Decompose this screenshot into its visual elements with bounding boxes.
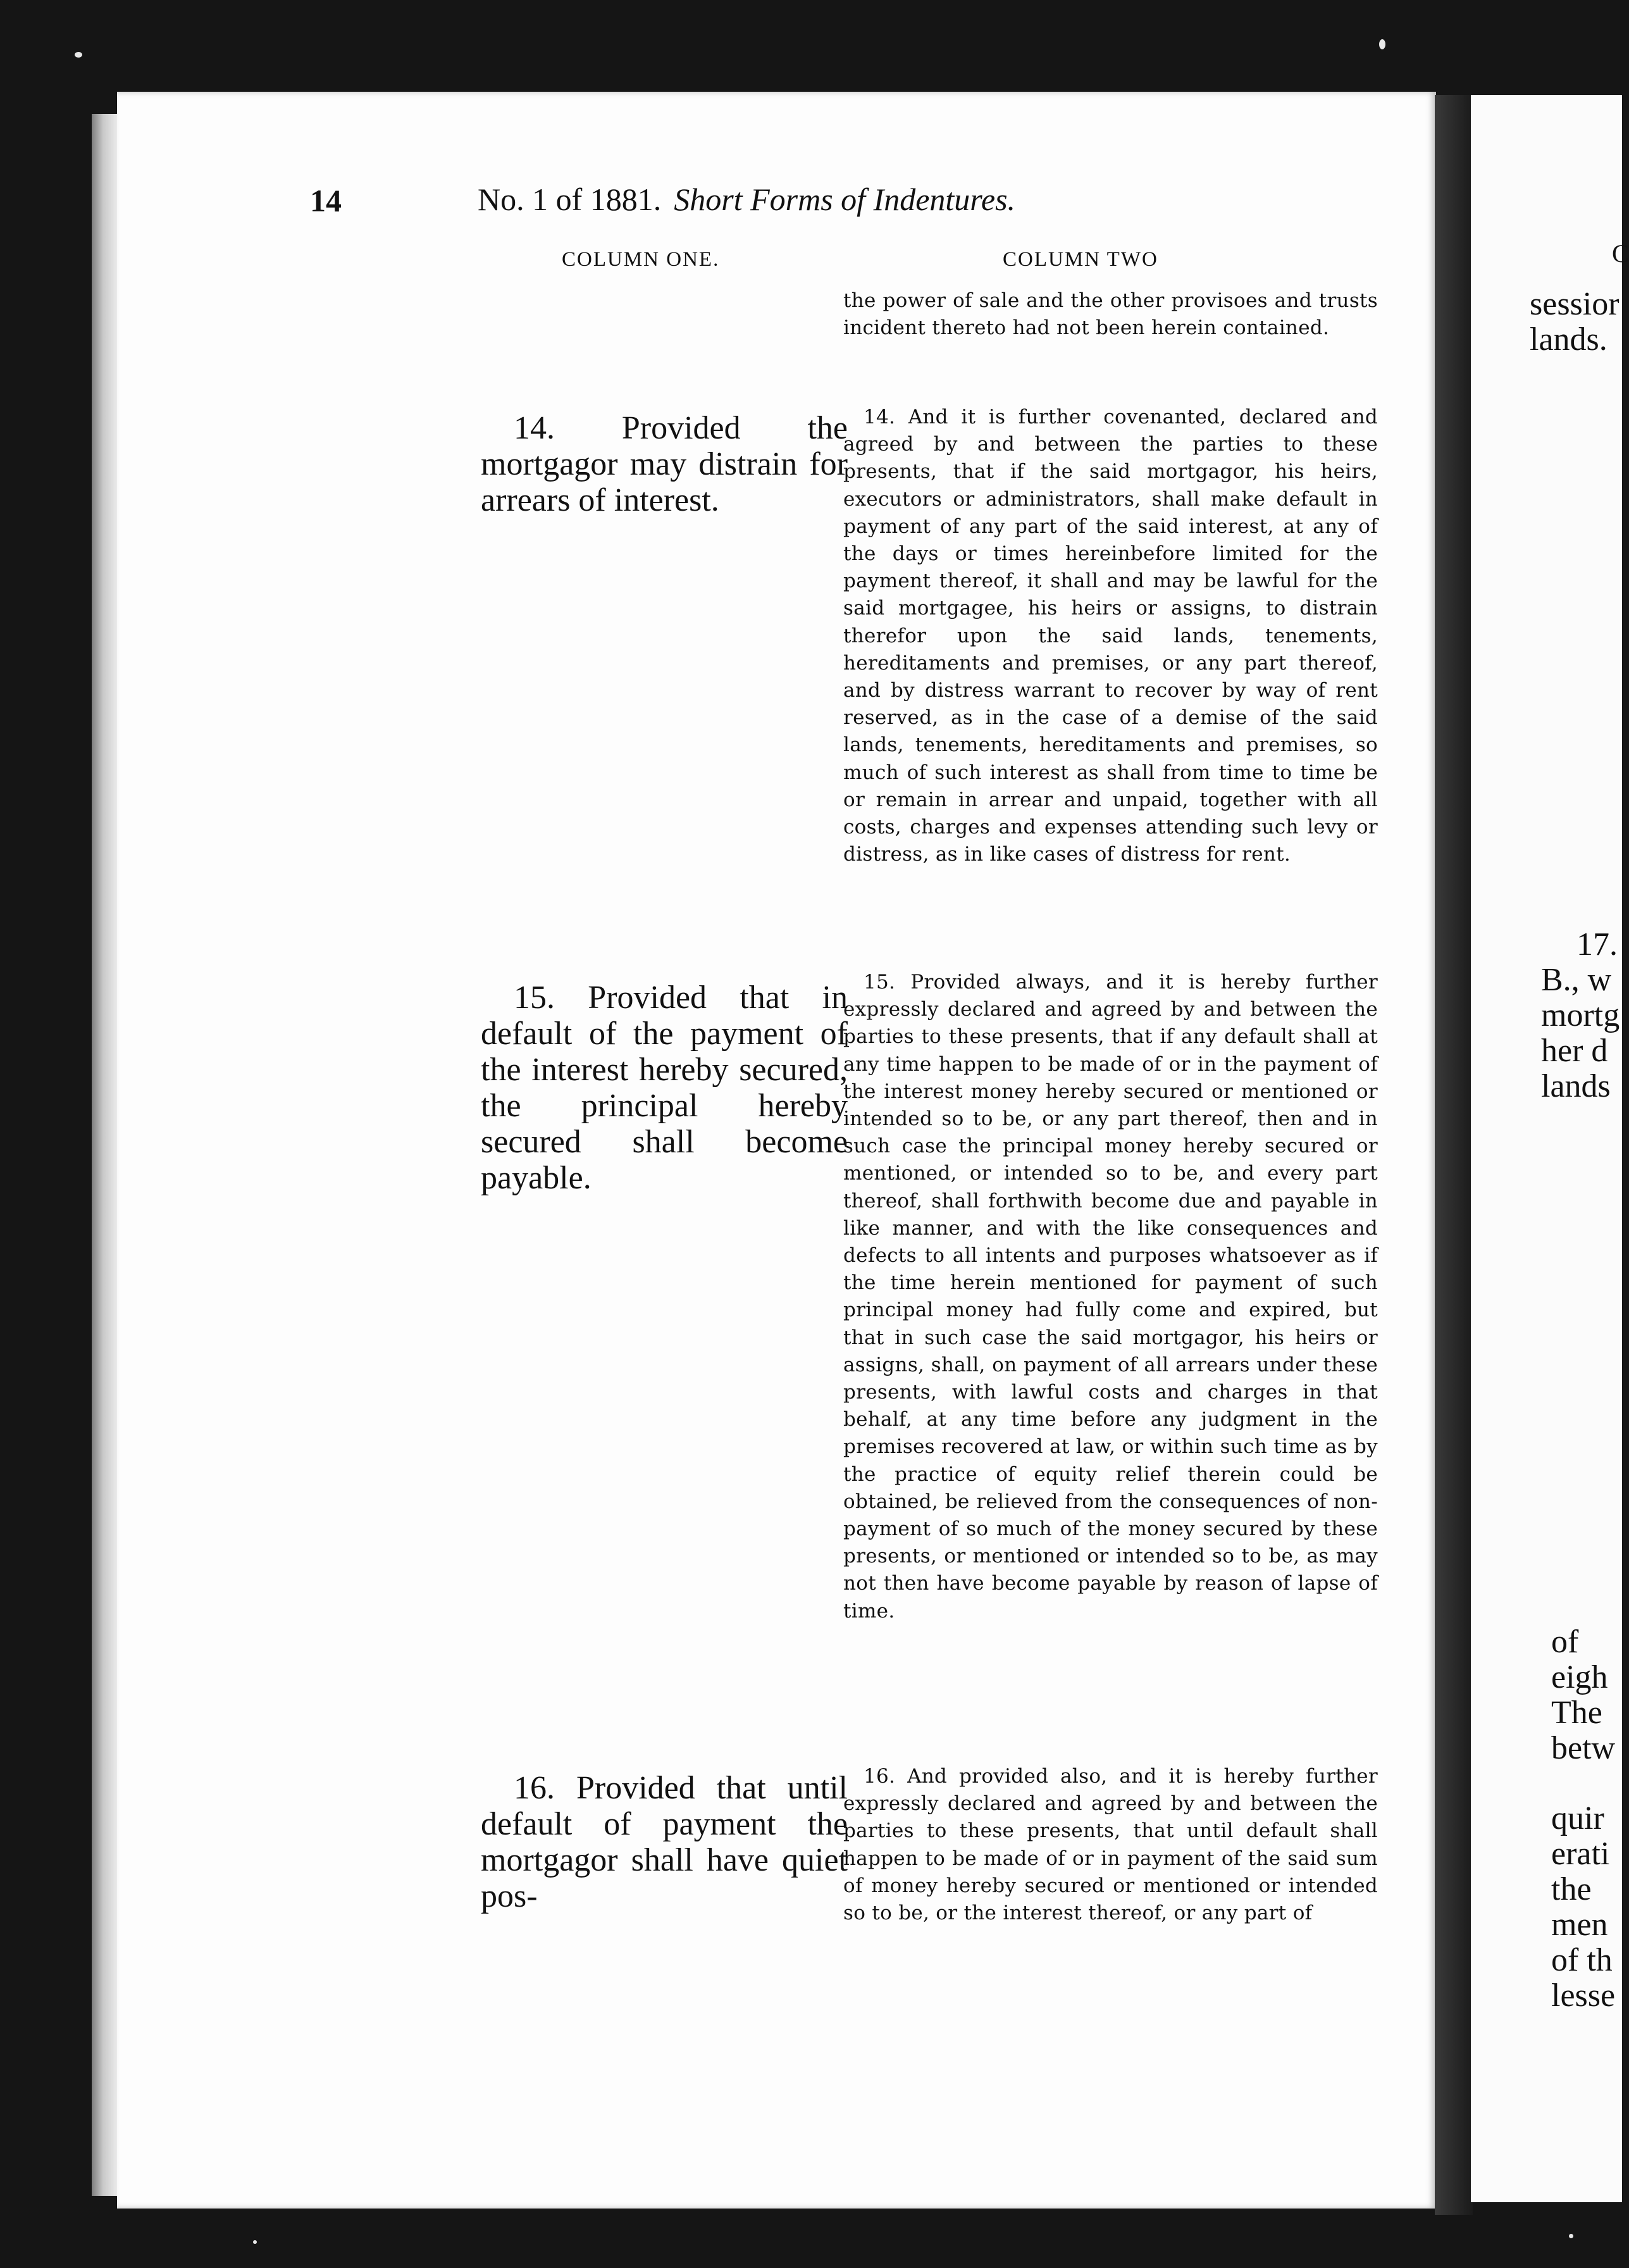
column-one-heading: COLUMN ONE.: [562, 248, 720, 271]
adjacent-page-text: C: [1612, 239, 1629, 268]
right-section-14: [843, 404, 1378, 868]
adjacent-page-text: men: [1551, 1907, 1608, 1943]
left-section-15: [481, 980, 848, 1196]
adjacent-page-text: of: [1551, 1624, 1579, 1660]
page-gutter: [1435, 95, 1473, 2215]
column-two-heading: COLUMN TWO: [1003, 248, 1158, 271]
book-title: Short Forms of Indentures.: [674, 182, 1016, 217]
adjacent-page-text: B., w: [1541, 962, 1612, 998]
adjacent-page-text: quir: [1551, 1800, 1604, 1836]
adjacent-page-text: lesse: [1551, 1978, 1616, 2014]
left-section-15-text: 15. Provided that in default of the payment of the interest hereby secured, the principal hereby secured shall become payable.: [481, 980, 848, 1196]
scan-speck: [75, 52, 82, 58]
adjacent-page-text: sessior: [1530, 286, 1620, 322]
left-section-16-text: 16. Provided that until default of payment the mortgagor shall have quiet pos-: [481, 1770, 848, 1914]
right-section-15-text: 15. Provided always, and it is hereby further expressly declared and agreed by and between the parties to these presents, that if any default shall at any time happen to be made of or in the payment of the interest money hereby secured or mentioned or intended so to be, or any part thereof, then and in such case the principal money hereby secured or mentioned, or intended so to be, and every part thereof, shall forthwith become due and payable in like manner, and with the like consequences and defects to all intents and purposes whatsoever as if the time herein mentioned for payment of such principal money had fully come and expired, but that in such case the said mortgagor, his heirs or assigns, shall, on payment of all arrears under these presents, with lawful costs and charges in that behalf, at any time before any judgment in the premises recovered at law, or within such time as by the practice of equity relief therein could be obtained, be relieved from the consequences of non-payment of so much of the money secured by these presents, or mentioned or intended so to be, as may not then have become payable by reason of lapse of time.: [843, 971, 1378, 1623]
adjacent-page-text: 17.: [1576, 926, 1618, 963]
right-section-15: [843, 969, 1378, 1625]
left-section-14: [481, 410, 848, 518]
page-number: 14: [310, 183, 342, 218]
scan-speck: [1379, 39, 1385, 49]
adjacent-page-text: lands.: [1530, 321, 1607, 358]
adjacent-page-text: mortg: [1541, 997, 1620, 1033]
adjacent-page-text: eigh: [1551, 1659, 1608, 1695]
right-section-16: [843, 1763, 1378, 1927]
scan-speck: [1569, 2234, 1573, 2238]
page-edge-strip: [92, 114, 120, 2196]
adjacent-page-text: of th: [1551, 1942, 1613, 1978]
adjacent-page-text: The: [1551, 1695, 1602, 1731]
left-section-14-text: 14. Provided the mortgagor may distrain for arrears of interest.: [481, 410, 848, 518]
right-section-14-text: 14. And it is further covenanted, declared and agreed by and between the parties to these presents, that if the said mortgagor, his heirs, executors or administrators, shall make default in payment of any part of the said interest, at any of the days or times hereinbefore limited for the payment thereof, it shall and may be lawful for the said mortgagee, his heirs or assigns, to distrain therefor upon the said lands, tenements, hereditaments and premises, or any part thereof, and by distress warrant to recover by way of rent reserved, as in the case of a demise of the said lands, tenements, hereditaments and premises, so much of such interest as shall from time to time be or remain in arrear and unpaid, together with all costs, charges and expenses attending such levy or distress, as in like cases of distress for rent.: [843, 406, 1378, 866]
adjacent-page-text: her d: [1541, 1033, 1608, 1069]
adjacent-page: [1471, 95, 1622, 2202]
scan-speck: [253, 2240, 257, 2244]
adjacent-page-text: the: [1551, 1871, 1592, 1907]
left-section-16: [481, 1770, 848, 1914]
right-section-16-text: 16. And provided also, and it is hereby further expressly declared and agreed by and between the parties to these presents, that until default shall happen to be made of or in payment of the said sum of money hereby secured or mentioned or intended so to be, or the interest thereof, or any part of: [843, 1765, 1378, 1925]
act-reference: No. 1 of 1881.: [478, 182, 662, 217]
right-continued-text: the power of sale and the other provisoes and trusts incident thereto had not been herein contained.: [843, 289, 1378, 340]
adjacent-page-text: erati: [1551, 1836, 1610, 1872]
running-head: [478, 181, 1015, 218]
right-continued: [843, 287, 1378, 342]
adjacent-page-text: betw: [1551, 1730, 1616, 1766]
adjacent-page-text: lands: [1541, 1068, 1611, 1104]
